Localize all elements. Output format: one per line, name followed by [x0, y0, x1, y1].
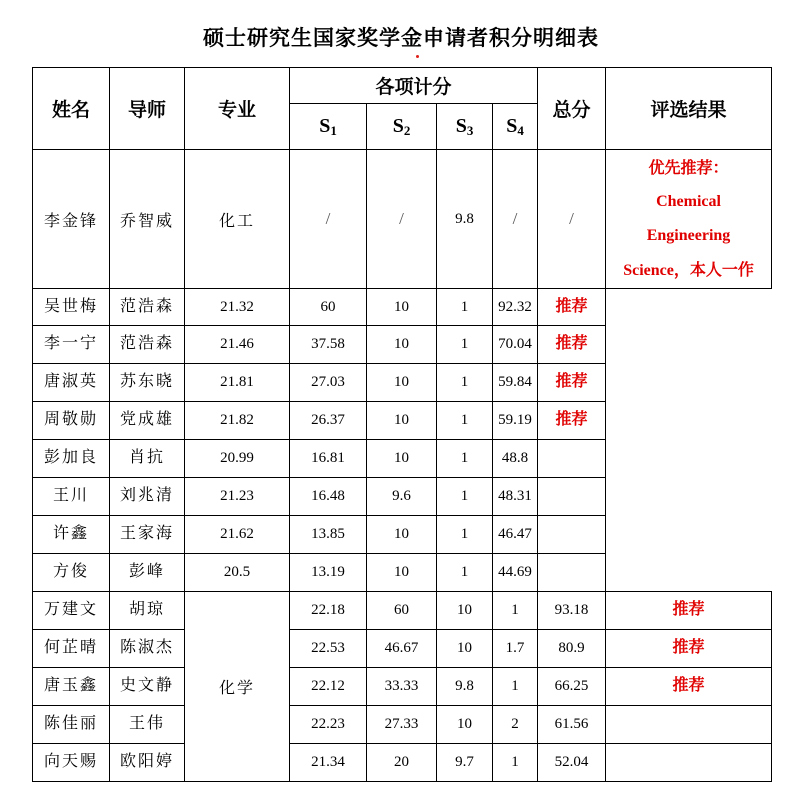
score-s2: /: [367, 150, 437, 289]
advisor-name: 范浩森: [110, 289, 185, 326]
score-s3: 10: [367, 402, 437, 440]
score-total: 80.9: [538, 630, 606, 668]
score-s1: 21.23: [185, 478, 290, 516]
score-s2: 20: [367, 744, 437, 782]
score-total: 59.84: [493, 364, 538, 402]
score-total: 59.19: [493, 402, 538, 440]
score-s4: 1: [437, 289, 493, 326]
score-total: 44.69: [493, 554, 538, 592]
student-name: 唐淑英: [33, 364, 110, 402]
score-s1: 22.18: [290, 592, 367, 630]
page-title: 硕士研究生国家奖学金申请者积分明细表: [203, 26, 599, 50]
score-total: 46.47: [493, 516, 538, 554]
score-s4: 1: [437, 554, 493, 592]
score-total: 61.56: [538, 706, 606, 744]
advisor-name: 陈淑杰: [110, 630, 185, 668]
score-s4: 1: [437, 478, 493, 516]
student-name: 吴世梅: [33, 289, 110, 326]
score-s1: 22.12: [290, 668, 367, 706]
score-s2: 60: [290, 289, 367, 326]
score-total: 92.32: [493, 289, 538, 326]
table-row: [33, 554, 772, 592]
score-s3: 10: [367, 554, 437, 592]
student-name: 许鑫: [33, 516, 110, 554]
score-s3: 10: [437, 630, 493, 668]
score-total: 48.31: [493, 478, 538, 516]
header-scores-group: 各项计分: [290, 68, 538, 104]
major-cell: 化学: [185, 592, 290, 782]
advisor-name: 彭峰: [110, 554, 185, 592]
result-cell: 推荐: [538, 364, 606, 402]
advisor-name: 肖抗: [110, 440, 185, 478]
advisor-name: 胡琼: [110, 592, 185, 630]
result-cell: [606, 150, 772, 289]
result-cell: [538, 478, 606, 516]
score-s3: 10: [367, 516, 437, 554]
score-s2: 13.85: [290, 516, 367, 554]
table-row: [33, 706, 772, 744]
table-row: [33, 289, 772, 326]
table-row: [33, 326, 772, 364]
advisor-name: 王伟: [110, 706, 185, 744]
score-s1: 21.62: [185, 516, 290, 554]
score-s1: 22.23: [290, 706, 367, 744]
result-line: 优先推荐：: [648, 157, 729, 177]
table-row: [33, 440, 772, 478]
student-name: 唐玉鑫: [33, 668, 110, 706]
header-name: 姓名: [33, 68, 110, 150]
score-s2: 27.33: [367, 706, 437, 744]
score-total: 52.04: [538, 744, 606, 782]
score-total: 66.25: [538, 668, 606, 706]
score-s2: 60: [367, 592, 437, 630]
advisor-name: 范浩森: [110, 326, 185, 364]
score-s3: 9.6: [367, 478, 437, 516]
advisor-name: 乔智威: [110, 150, 185, 289]
score-s1: /: [290, 150, 367, 289]
student-name: 向天赐: [33, 744, 110, 782]
table-row: [33, 668, 772, 706]
score-s1: 21.81: [185, 364, 290, 402]
advisor-name: 欧阳婷: [110, 744, 185, 782]
header-s2: $S_2$: [367, 104, 437, 150]
result-cell: [538, 440, 606, 478]
score-total: 48.8: [493, 440, 538, 478]
result-cell: 推荐: [606, 668, 772, 706]
score-s4: 1: [437, 326, 493, 364]
header-s3: $S_3$: [437, 104, 493, 150]
table-row: [33, 516, 772, 554]
student-name: 彭加良: [33, 440, 110, 478]
result-line: Science，本人一作: [623, 261, 754, 279]
score-s3: 10: [367, 326, 437, 364]
header-result: 评选结果: [606, 68, 772, 150]
score-s2: 16.48: [290, 478, 367, 516]
result-cell: 推荐: [538, 402, 606, 440]
result-line: Engineering: [646, 226, 731, 244]
advisor-name: 刘兆清: [110, 478, 185, 516]
scores-table: [32, 67, 772, 782]
score-s3: 10: [367, 440, 437, 478]
score-total: /: [538, 150, 606, 289]
result-cell: [538, 554, 606, 592]
student-name: 何芷晴: [33, 630, 110, 668]
result-cell: 推荐: [606, 630, 772, 668]
header-s1: $S_1$: [290, 104, 367, 150]
score-total: 93.18: [538, 592, 606, 630]
header-major: 专业: [185, 68, 290, 150]
header-row-top: [33, 68, 772, 104]
header-total: 总分: [538, 68, 606, 150]
result-cell: 推荐: [606, 592, 772, 630]
table-row: [33, 630, 772, 668]
score-s4: 2: [493, 706, 538, 744]
red-dot-mark: [416, 55, 419, 58]
score-s4: 1: [493, 592, 538, 630]
score-s2: 46.67: [367, 630, 437, 668]
table-row: [33, 364, 772, 402]
score-s2: 26.37: [290, 402, 367, 440]
table-row: [33, 744, 772, 782]
score-s2: 37.58: [290, 326, 367, 364]
table-row: [33, 402, 772, 440]
table-row: [33, 150, 772, 289]
score-s2: 13.19: [290, 554, 367, 592]
score-s3: 10: [367, 364, 437, 402]
score-s1: 21.32: [185, 289, 290, 326]
result-cell: 推荐: [538, 289, 606, 326]
score-s2: 33.33: [367, 668, 437, 706]
advisor-name: 苏东晓: [110, 364, 185, 402]
advisor-name: 史文静: [110, 668, 185, 706]
student-name: 王川: [33, 478, 110, 516]
result-cell: [606, 706, 772, 744]
score-s4: 1: [437, 440, 493, 478]
result-line: Chemical: [656, 192, 721, 210]
table-row: [33, 478, 772, 516]
score-s4: /: [493, 150, 538, 289]
score-s3: 10: [367, 289, 437, 326]
score-s3: 9.8: [437, 668, 493, 706]
advisor-name: 王家海: [110, 516, 185, 554]
score-s4: 1: [437, 364, 493, 402]
result-cell: [538, 516, 606, 554]
student-name: 万建文: [33, 592, 110, 630]
score-s4: 1: [493, 744, 538, 782]
advisor-name: 党成雄: [110, 402, 185, 440]
major-cell: 化工: [185, 150, 290, 289]
score-s3: 9.7: [437, 744, 493, 782]
score-s1: 20.5: [185, 554, 290, 592]
score-s1: 21.46: [185, 326, 290, 364]
score-s1: 21.34: [290, 744, 367, 782]
student-name: 陈佳丽: [33, 706, 110, 744]
score-s2: 27.03: [290, 364, 367, 402]
score-s1: 22.53: [290, 630, 367, 668]
header-s4: $S_4$: [493, 104, 538, 150]
score-s3: 10: [437, 706, 493, 744]
header-advisor: 导师: [110, 68, 185, 150]
student-name: 方俊: [33, 554, 110, 592]
score-s1: 21.82: [185, 402, 290, 440]
score-s4: 1: [437, 402, 493, 440]
student-name: 李一宁: [33, 326, 110, 364]
score-s2: 16.81: [290, 440, 367, 478]
score-s3: 10: [437, 592, 493, 630]
score-s4: 1.7: [493, 630, 538, 668]
result-cell: 推荐: [538, 326, 606, 364]
score-s3: 9.8: [437, 150, 493, 289]
score-s4: 1: [437, 516, 493, 554]
score-s4: 1: [493, 668, 538, 706]
result-cell: [606, 744, 772, 782]
score-s1: 20.99: [185, 440, 290, 478]
student-name: 李金锋: [33, 150, 110, 289]
student-name: 周敬勋: [33, 402, 110, 440]
score-total: 70.04: [493, 326, 538, 364]
table-row: [33, 592, 772, 630]
